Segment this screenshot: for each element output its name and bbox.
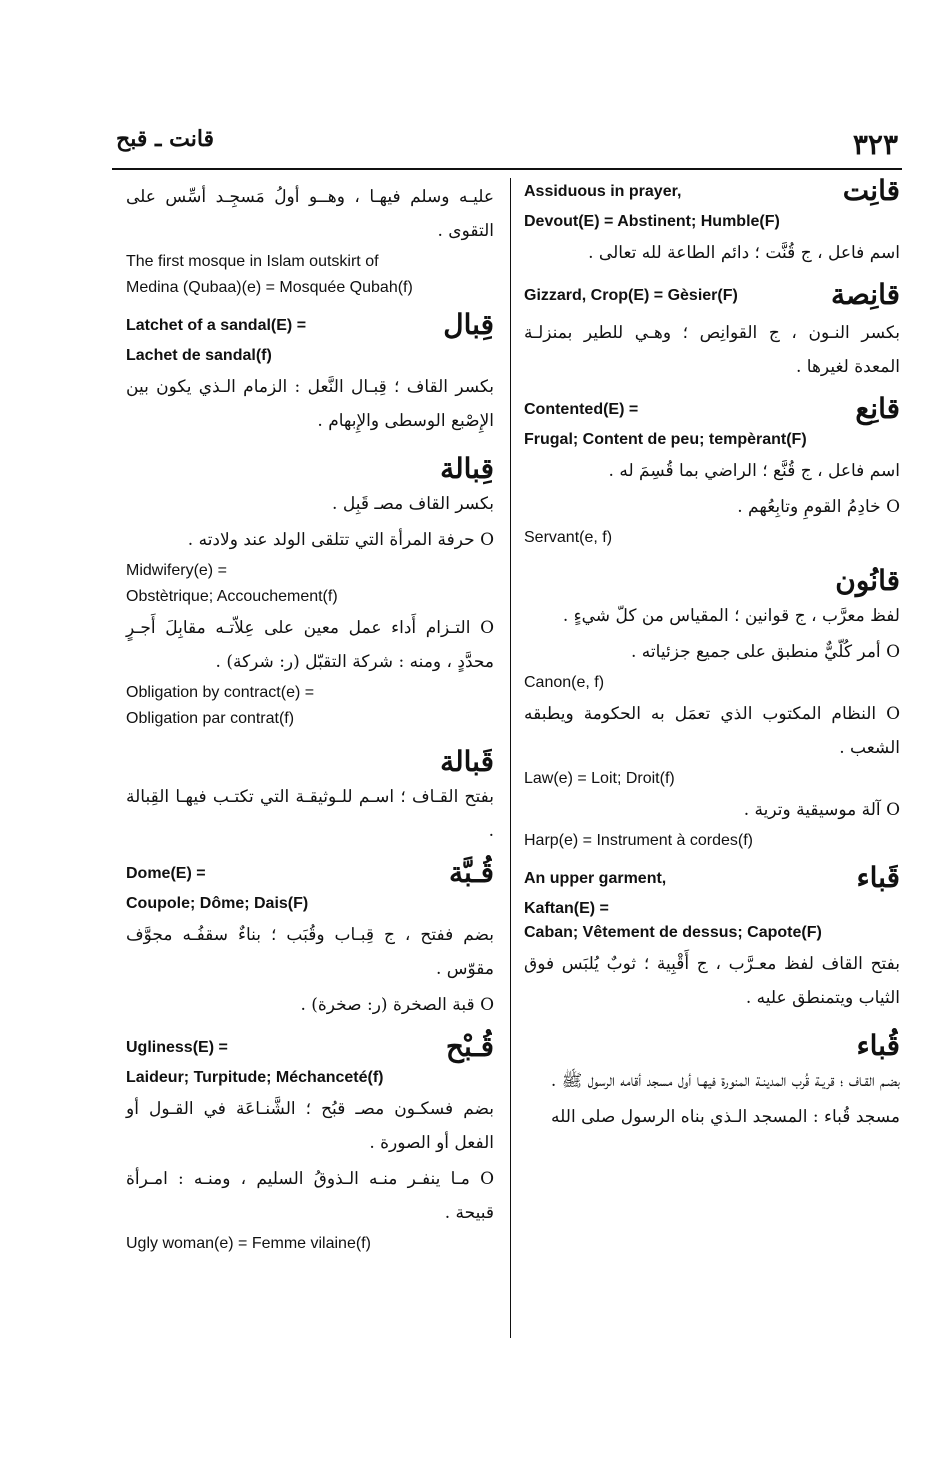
- headword: قَباء: [856, 861, 900, 894]
- arabic-definition: O التـزام أَداء عمل معين على عِلاّتـه مقابِلَ أَجـرٍ محدَّدٍ ، ومنه : شركة التقبّل (ر: شركة) .: [126, 618, 494, 672]
- english-gloss: Ugliness(E) =: [126, 1039, 228, 1056]
- entry-head: [126, 308, 494, 344]
- arabic-definition: بضم ففتح ، ج قِبـاب وقُبَب ؛ بناءٌ سقفُـه مجوَّف مقوّس .: [126, 925, 494, 979]
- arabic-definition: بفتح القـاف ؛ اسـم للـوثيقـة التي تكتـب فيهـا القِبالة .: [126, 787, 494, 841]
- english-gloss: Kaftan(E) =: [524, 900, 609, 917]
- column-divider: [510, 178, 511, 1338]
- entry-qibal: [126, 308, 494, 438]
- right-column: [524, 174, 900, 1148]
- english-gloss: Gizzard, Crop(E) = Gèsier(F): [524, 287, 738, 304]
- english-gloss: Devout(E) = Abstinent; Humble(F): [524, 213, 780, 230]
- headword: قُـبْح: [445, 1030, 494, 1063]
- english-gloss: Lachet de sandal(f): [126, 347, 272, 364]
- english-gloss: Latchet of a sandal(E) =: [126, 317, 307, 334]
- arabic-definition: O مـا ينفـر منـه الـذوقُ السليم ، ومنـه : امـرأة قبيحة .: [126, 1169, 494, 1223]
- arabic-definition: لفظ معرَّب ، ج قوانين ؛ المقياس من كلّ شيءٍ .: [562, 606, 900, 626]
- arabic-definition: اسم فاعل ، ج قُنَّت ؛ دائم الطاعة لله تعالى .: [588, 243, 900, 263]
- entry-qabala: [126, 745, 494, 848]
- english-gloss: Frugal; Content de peu; tempèrant(F): [524, 431, 807, 448]
- headword: قانِت: [842, 174, 900, 207]
- entry-head: [524, 174, 900, 210]
- entry-continued: [126, 180, 494, 300]
- arabic-definition: بضم فسكـون مصـ قبُح ؛ الشَّنـاعَة في القـول أو الفعل أو الصورة .: [126, 1099, 494, 1153]
- english-gloss: Servant(e, f): [524, 529, 613, 546]
- english-gloss: Medina (Qubaa)(e) = Mosquée Qubah(f): [126, 279, 413, 296]
- english-gloss: Obligation by contract(e) =: [126, 684, 315, 701]
- entry-qanun: [524, 564, 900, 853]
- english-gloss: Canon(e, f): [524, 674, 605, 691]
- arabic-definition: O أمر كُلّيٌّ منطبق على جميع جزئياته .: [631, 642, 900, 662]
- headword: قانُون: [835, 564, 900, 597]
- headword: قانِصة: [830, 278, 900, 311]
- entry-quba: [524, 1029, 900, 1134]
- entry-head: [126, 1030, 494, 1066]
- entry-qubba: [126, 856, 494, 1022]
- arabic-definition: بكسر القاف ؛ قِبـال النَّعل : الزمام الـذي يكون بين الإِصْبع الوسطى والإِبهام .: [126, 377, 494, 431]
- headword: قَبالة: [440, 745, 494, 778]
- english-gloss: Law(e) = Loit; Droit(f): [524, 770, 675, 787]
- arabic-definition: بكسر القاف مصـ قَبِل .: [332, 494, 494, 514]
- headword: قُـبَّة: [448, 856, 494, 889]
- english-gloss: The first mosque in Islam outskirt of: [126, 253, 379, 270]
- entry-qibala: [126, 452, 494, 731]
- arabic-definition: بفتح القاف لفظ معـرَّب ، ج أَقْبِية ؛ ثوبٌ يُلبَس فوق الثياب ويتمنطق عليه .: [524, 954, 900, 1008]
- arabic-definition: O آلة موسيقية وترية .: [743, 800, 900, 820]
- running-head: قانت ـ قبح: [116, 126, 215, 152]
- arabic-definition: O حرفة المرأة التي تتلقى الولد عند ولادته .: [187, 530, 494, 550]
- english-gloss: Ugly woman(e) = Femme vilaine(f): [126, 1235, 371, 1252]
- english-gloss: Dome(E) =: [126, 865, 206, 882]
- arabic-definition: اسم فاعل ، ج قُنَّع ؛ الراضي بما قُسِمَ له .: [608, 461, 900, 481]
- entry-qanisa: [524, 278, 900, 384]
- entry-qaba: [524, 861, 900, 1015]
- entry-head: [126, 856, 494, 892]
- entry-qubh: [126, 1030, 494, 1256]
- arabic-definition: O النظام المكتوب الذي تعمَل به الحكومة ويطبقه الشعب .: [524, 704, 900, 758]
- headword: قانِع: [855, 392, 900, 425]
- arabic-definition: O خادِمُ القومِ وتابِعُهم .: [737, 497, 900, 517]
- entry-head: [524, 392, 900, 428]
- page-number: ٣٢٣: [852, 128, 898, 161]
- english-gloss: Obstètrique; Accouchement(f): [126, 588, 338, 605]
- arabic-definition: مسجد قُباء : المسجد الـذي بناه الرسول صلى الله: [551, 1107, 900, 1127]
- arabic-definition: بضـم القـاف ؛ قريـة قُرب المدينـة المنورة فيهـا أول مسجد أقامه الرسول ﷺ .: [550, 1071, 900, 1091]
- arabic-definition: عليـه وسلم فيهـا ، وهــو أولُ مَسجِـد أسِّس على التقوى .: [126, 187, 494, 241]
- entry-head: [524, 278, 900, 314]
- headword: قِبالة: [440, 452, 494, 485]
- english-gloss: Harp(e) = Instrument à cordes(f): [524, 832, 753, 849]
- entry-qani: [524, 392, 900, 550]
- left-column: [126, 180, 494, 1270]
- english-gloss: Obligation par contrat(f): [126, 710, 295, 727]
- entry-qanit: [524, 174, 900, 270]
- english-gloss: Contented(E) =: [524, 401, 639, 418]
- english-gloss: Laideur; Turpitude; Méchanceté(f): [126, 1069, 384, 1086]
- english-gloss: Midwifery(e) =: [126, 562, 227, 579]
- english-gloss: Caban; Vêtement de dessus; Capote(F): [524, 924, 822, 941]
- english-gloss: An upper garment,: [524, 870, 667, 887]
- english-gloss: Assiduous in prayer,: [524, 183, 682, 200]
- page-header: [112, 118, 902, 170]
- arabic-definition: بكسر النـون ، ج القوانِص ؛ وهـي للطير بمنزلـة المعدة لغيرها .: [524, 323, 900, 377]
- entry-head: [524, 861, 900, 897]
- english-gloss: Coupole; Dôme; Dais(F): [126, 895, 309, 912]
- headword: قِبال: [443, 308, 494, 341]
- arabic-definition: O قبة الصخرة (ر: صخرة) .: [300, 995, 494, 1015]
- headword: قُباء: [856, 1029, 900, 1062]
